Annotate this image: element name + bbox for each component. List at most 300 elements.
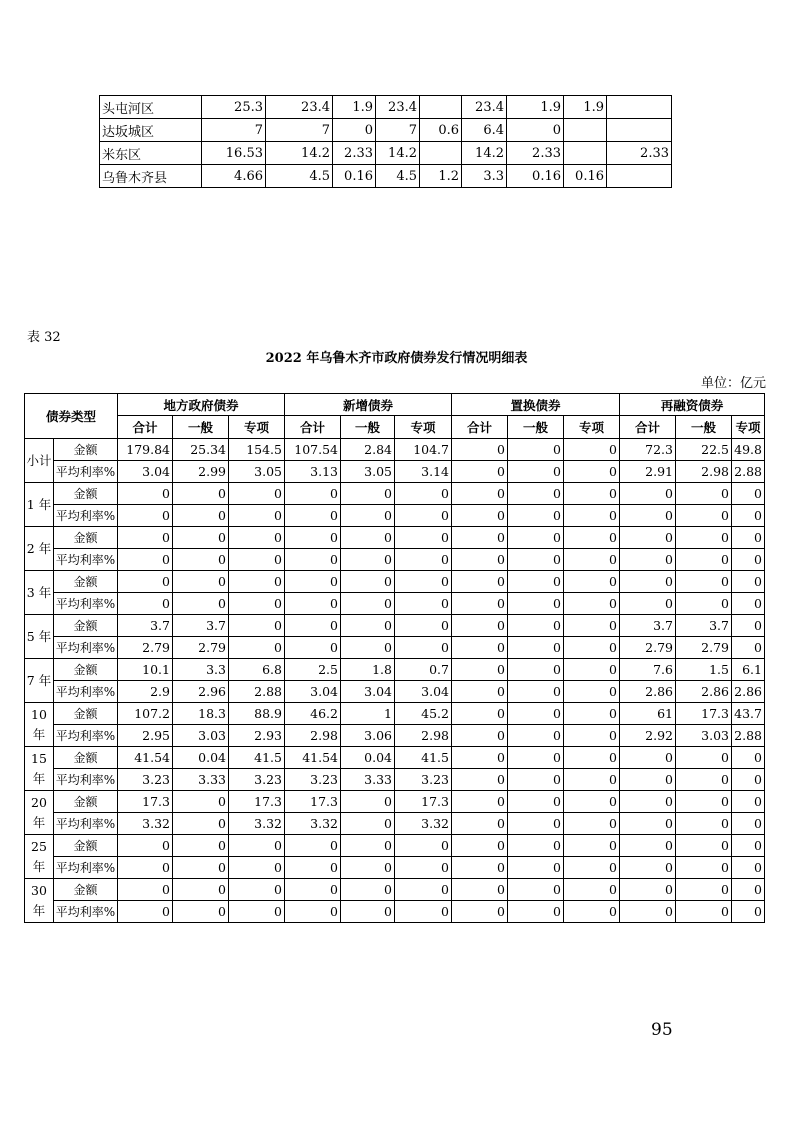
rate-cell: 0 [564,769,620,791]
rate-cell: 0 [341,593,395,615]
column-subheader: 专项 [395,416,452,439]
amount-row [25,571,765,593]
metric-label-amount: 金额 [54,835,118,857]
amount-cell: 0 [229,835,285,857]
metric-label-amount: 金额 [54,791,118,813]
amount-cell: 0 [285,571,341,593]
rate-cell: 0 [452,461,508,483]
term-label: 20 年 [25,791,54,835]
amount-cell: 0 [452,439,508,461]
group-header-replacement: 置换债券 [452,394,620,416]
amount-cell: 0 [341,571,395,593]
amount-cell: 0 [452,615,508,637]
bond-issuance-table [24,393,765,923]
rate-cell: 0 [508,901,564,923]
metric-label-amount: 金额 [54,747,118,769]
amount-cell: 7.6 [620,659,676,681]
amount-row [25,747,765,769]
amount-cell: 0 [732,571,765,593]
rate-cell: 0 [452,813,508,835]
term-label: 3 年 [25,571,54,615]
rate-cell: 0 [508,857,564,879]
amount-cell: 0 [508,571,564,593]
rate-cell: 0 [229,857,285,879]
value-cell: 0 [507,119,564,142]
value-cell: 23.4 [376,96,420,119]
rate-cell: 3.04 [341,681,395,703]
rate-cell: 0 [564,461,620,483]
amount-cell: 0 [118,571,173,593]
rate-cell: 0 [620,813,676,835]
amount-cell: 0 [341,483,395,505]
term-label: 10 年 [25,703,54,747]
table-row [100,165,672,188]
amount-cell: 0 [508,835,564,857]
amount-cell: 0 [732,747,765,769]
rate-cell: 0 [118,593,173,615]
amount-cell: 0 [341,527,395,549]
amount-cell: 0 [620,791,676,813]
rate-cell: 3.14 [395,461,452,483]
amount-cell: 0 [564,483,620,505]
rate-cell: 2.99 [173,461,229,483]
amount-cell: 43.7 [732,703,765,725]
rate-row [25,505,765,527]
amount-cell: 0 [564,659,620,681]
rate-cell: 3.23 [395,769,452,791]
amount-cell: 0 [173,527,229,549]
amount-cell: 0 [508,439,564,461]
metric-label-amount: 金额 [54,527,118,549]
amount-cell: 1.8 [341,659,395,681]
rate-cell: 0 [508,549,564,571]
rate-cell: 0 [173,901,229,923]
amount-cell: 41.5 [229,747,285,769]
rate-cell: 3.04 [285,681,341,703]
amount-cell: 0 [732,835,765,857]
rate-cell: 0 [564,549,620,571]
amount-cell: 0 [229,483,285,505]
value-cell: 14.2 [266,142,333,165]
amount-cell: 0 [564,615,620,637]
rate-cell: 0 [732,857,765,879]
amount-cell: 0 [452,703,508,725]
metric-label-amount: 金额 [54,571,118,593]
rate-cell: 0 [676,593,732,615]
rate-row [25,637,765,659]
rate-cell: 3.03 [173,725,229,747]
table-row [100,119,672,142]
amount-cell: 0 [452,835,508,857]
rate-cell: 2.79 [676,637,732,659]
rate-cell: 0 [173,593,229,615]
amount-cell: 0 [508,527,564,549]
metric-label-amount: 金额 [54,659,118,681]
amount-cell: 104.7 [395,439,452,461]
value-cell [607,119,672,142]
rate-row [25,813,765,835]
value-cell [607,165,672,188]
amount-cell: 0 [732,527,765,549]
amount-cell: 0 [676,879,732,901]
amount-cell: 0 [732,791,765,813]
rate-cell: 0 [285,549,341,571]
rate-cell: 0 [118,901,173,923]
rate-cell: 0 [229,637,285,659]
amount-cell: 0.04 [173,747,229,769]
amount-row [25,835,765,857]
amount-cell: 0 [395,527,452,549]
amount-cell: 0 [564,791,620,813]
rate-cell: 0 [732,901,765,923]
value-cell: 7 [266,119,333,142]
value-cell: 1.2 [420,165,462,188]
term-label: 5 年 [25,615,54,659]
amount-row [25,791,765,813]
value-cell [564,119,607,142]
column-subheader: 专项 [229,416,285,439]
amount-cell: 3.7 [676,615,732,637]
metric-label-amount: 金额 [54,879,118,901]
rate-cell: 0 [173,549,229,571]
amount-cell: 179.84 [118,439,173,461]
rate-cell: 0 [732,593,765,615]
amount-cell: 0 [395,835,452,857]
amount-cell: 0 [564,439,620,461]
rate-cell: 0 [508,813,564,835]
value-cell: 4.66 [202,165,266,188]
rate-cell: 0 [341,813,395,835]
rate-cell: 0 [508,505,564,527]
rate-cell: 0 [508,725,564,747]
value-cell: 4.5 [266,165,333,188]
amount-cell: 0 [508,703,564,725]
amount-cell: 0 [452,879,508,901]
amount-cell: 0 [732,483,765,505]
column-subheader: 一般 [341,416,395,439]
term-label: 7 年 [25,659,54,703]
rate-cell: 0 [732,813,765,835]
rate-cell: 0 [229,549,285,571]
rate-cell: 3.32 [395,813,452,835]
amount-cell: 3.7 [173,615,229,637]
rate-cell: 0 [452,593,508,615]
value-cell: 4.5 [376,165,420,188]
amount-cell: 0.7 [395,659,452,681]
term-label: 小计 [25,439,54,483]
page-number: 95 [651,1020,673,1040]
term-label: 30 年 [25,879,54,923]
value-cell: 0.6 [420,119,462,142]
amount-cell: 0 [620,483,676,505]
amount-cell: 0 [173,571,229,593]
metric-label-rate: 平均利率% [54,637,118,659]
value-cell: 7 [376,119,420,142]
rate-row [25,549,765,571]
rate-cell: 0 [452,725,508,747]
rate-cell: 0 [229,593,285,615]
amount-cell: 0 [229,571,285,593]
column-subheader: 一般 [508,416,564,439]
rate-cell: 2.79 [118,637,173,659]
rate-cell: 2.91 [620,461,676,483]
amount-cell: 0 [620,879,676,901]
metric-label-amount: 金额 [54,703,118,725]
rate-cell: 0 [229,505,285,527]
amount-cell: 0 [173,791,229,813]
value-cell: 6.4 [462,119,507,142]
rate-row [25,461,765,483]
amount-row [25,527,765,549]
amount-cell: 3.7 [118,615,173,637]
column-subheader: 一般 [676,416,732,439]
amount-cell: 0 [676,483,732,505]
rate-row [25,593,765,615]
amount-cell: 10.1 [118,659,173,681]
rate-cell: 0 [341,549,395,571]
rate-cell: 0 [620,857,676,879]
rate-cell: 0 [564,593,620,615]
amount-cell: 0 [676,835,732,857]
group-header-new: 新增债券 [285,394,452,416]
rate-cell: 0 [620,769,676,791]
amount-cell: 0 [508,747,564,769]
metric-label-rate: 平均利率% [54,725,118,747]
metric-label-rate: 平均利率% [54,549,118,571]
rate-cell: 0 [732,505,765,527]
amount-cell: 0 [620,527,676,549]
amount-cell: 17.3 [676,703,732,725]
rate-cell: 0 [341,857,395,879]
amount-cell: 17.3 [118,791,173,813]
rate-cell: 0 [564,681,620,703]
rate-cell: 3.33 [341,769,395,791]
metric-label-rate: 平均利率% [54,901,118,923]
rate-cell: 0 [173,505,229,527]
amount-cell: 2.5 [285,659,341,681]
district-name-cell: 达坂城区 [100,119,202,142]
amount-cell: 41.5 [395,747,452,769]
group-header-row [25,394,765,416]
amount-cell: 25.34 [173,439,229,461]
rate-cell: 3.03 [676,725,732,747]
amount-cell: 17.3 [229,791,285,813]
rate-cell: 0 [676,769,732,791]
amount-cell: 0 [118,835,173,857]
rate-cell: 0 [395,901,452,923]
amount-cell: 3.3 [173,659,229,681]
rate-cell: 0 [732,549,765,571]
rate-cell: 2.98 [285,725,341,747]
rate-cell: 0 [564,857,620,879]
value-cell: 0.16 [564,165,607,188]
amount-cell: 17.3 [285,791,341,813]
amount-cell: 18.3 [173,703,229,725]
amount-cell: 3.7 [620,615,676,637]
amount-cell: 0 [285,527,341,549]
column-subheader: 合计 [620,416,676,439]
rate-row [25,901,765,923]
rate-cell: 3.05 [341,461,395,483]
amount-cell: 0 [452,527,508,549]
amount-cell: 0 [676,791,732,813]
rate-cell: 2.93 [229,725,285,747]
value-cell: 14.2 [462,142,507,165]
rate-cell: 0 [452,505,508,527]
amount-cell: 0 [676,747,732,769]
amount-cell: 0 [452,747,508,769]
rate-cell: 0 [508,769,564,791]
rate-cell: 0 [620,901,676,923]
value-cell: 7 [202,119,266,142]
rate-cell: 3.04 [395,681,452,703]
rate-cell: 0 [118,857,173,879]
value-cell [564,142,607,165]
table-row [100,142,672,165]
amount-row [25,703,765,725]
column-subheader: 专项 [732,416,765,439]
amount-cell: 0 [285,483,341,505]
rate-cell: 2.86 [732,681,765,703]
rate-cell: 0 [620,549,676,571]
rate-cell: 3.32 [118,813,173,835]
value-cell: 23.4 [266,96,333,119]
value-cell: 3.3 [462,165,507,188]
rate-cell: 0 [118,549,173,571]
amount-cell: 0 [118,527,173,549]
column-subheader: 合计 [118,416,173,439]
value-cell [420,142,462,165]
rate-cell: 0 [676,857,732,879]
rate-cell: 0 [341,505,395,527]
amount-cell: 0 [620,571,676,593]
district-continuation-table [99,95,672,188]
term-label: 25 年 [25,835,54,879]
value-cell: 14.2 [376,142,420,165]
rate-cell: 0 [564,813,620,835]
amount-cell: 0 [564,527,620,549]
rate-cell: 3.33 [173,769,229,791]
rate-cell: 0 [341,637,395,659]
rate-row [25,769,765,791]
rate-cell: 0 [732,769,765,791]
value-cell: 2.33 [333,142,376,165]
rate-cell: 3.23 [229,769,285,791]
rate-cell: 2.9 [118,681,173,703]
subheader-row [25,416,765,439]
rate-cell: 2.86 [620,681,676,703]
rate-cell: 0 [676,549,732,571]
value-cell [607,96,672,119]
rate-cell: 0 [395,593,452,615]
rate-cell: 2.79 [173,637,229,659]
group-header-refinancing: 再融资债券 [620,394,765,416]
rate-cell: 0 [118,505,173,527]
rate-cell: 3.05 [229,461,285,483]
amount-cell: 154.5 [229,439,285,461]
amount-cell: 17.3 [395,791,452,813]
amount-cell: 0 [508,615,564,637]
rate-cell: 0 [564,505,620,527]
amount-cell: 0 [118,483,173,505]
rate-cell: 0 [620,505,676,527]
value-cell [420,96,462,119]
metric-label-rate: 平均利率% [54,593,118,615]
metric-label-rate: 平均利率% [54,461,118,483]
rate-cell: 0 [508,593,564,615]
rate-cell: 0 [508,637,564,659]
rate-cell: 0 [285,593,341,615]
amount-cell: 41.54 [285,747,341,769]
table-row [100,96,672,119]
rate-cell: 0 [173,813,229,835]
amount-cell: 45.2 [395,703,452,725]
amount-row [25,439,765,461]
rate-cell: 0 [564,901,620,923]
rate-cell: 0 [508,681,564,703]
metric-label-rate: 平均利率% [54,505,118,527]
amount-cell: 0 [676,527,732,549]
group-header-local: 地方政府债券 [118,394,285,416]
rate-cell: 3.32 [229,813,285,835]
rate-cell: 0 [452,681,508,703]
table-title: 2022 年乌鲁木齐市政府债券发行情况明细表 [265,351,528,366]
amount-cell: 46.2 [285,703,341,725]
district-name-cell: 头屯河区 [100,96,202,119]
column-subheader: 一般 [173,416,229,439]
amount-cell: 61 [620,703,676,725]
amount-cell: 0 [508,483,564,505]
rate-cell: 0 [508,461,564,483]
metric-label-rate: 平均利率% [54,769,118,791]
rate-cell: 0 [395,505,452,527]
rate-cell: 2.88 [229,681,285,703]
rate-cell: 0 [285,637,341,659]
rate-cell: 0 [732,637,765,659]
amount-cell: 0 [395,571,452,593]
rate-cell: 0 [395,549,452,571]
rate-row [25,857,765,879]
value-cell: 23.4 [462,96,507,119]
rate-cell: 0 [452,637,508,659]
district-name-cell: 米东区 [100,142,202,165]
amount-row [25,483,765,505]
amount-cell: 22.5 [676,439,732,461]
amount-cell: 0 [118,879,173,901]
amount-cell: 0 [285,615,341,637]
amount-row [25,879,765,901]
rate-cell: 2.79 [620,637,676,659]
rate-cell: 0 [452,549,508,571]
amount-cell: 0 [564,571,620,593]
amount-cell: 0 [173,483,229,505]
metric-label-amount: 金额 [54,483,118,505]
rate-row [25,725,765,747]
rate-row [25,681,765,703]
rate-cell: 2.88 [732,725,765,747]
rate-cell: 3.06 [341,725,395,747]
rate-cell: 0 [452,769,508,791]
rate-cell: 0 [395,857,452,879]
amount-cell: 0 [676,571,732,593]
rate-cell: 2.86 [676,681,732,703]
amount-cell: 49.8 [732,439,765,461]
rate-cell: 0 [341,901,395,923]
metric-label-rate: 平均利率% [54,813,118,835]
term-label: 1 年 [25,483,54,527]
rate-cell: 2.92 [620,725,676,747]
metric-label-amount: 金额 [54,615,118,637]
